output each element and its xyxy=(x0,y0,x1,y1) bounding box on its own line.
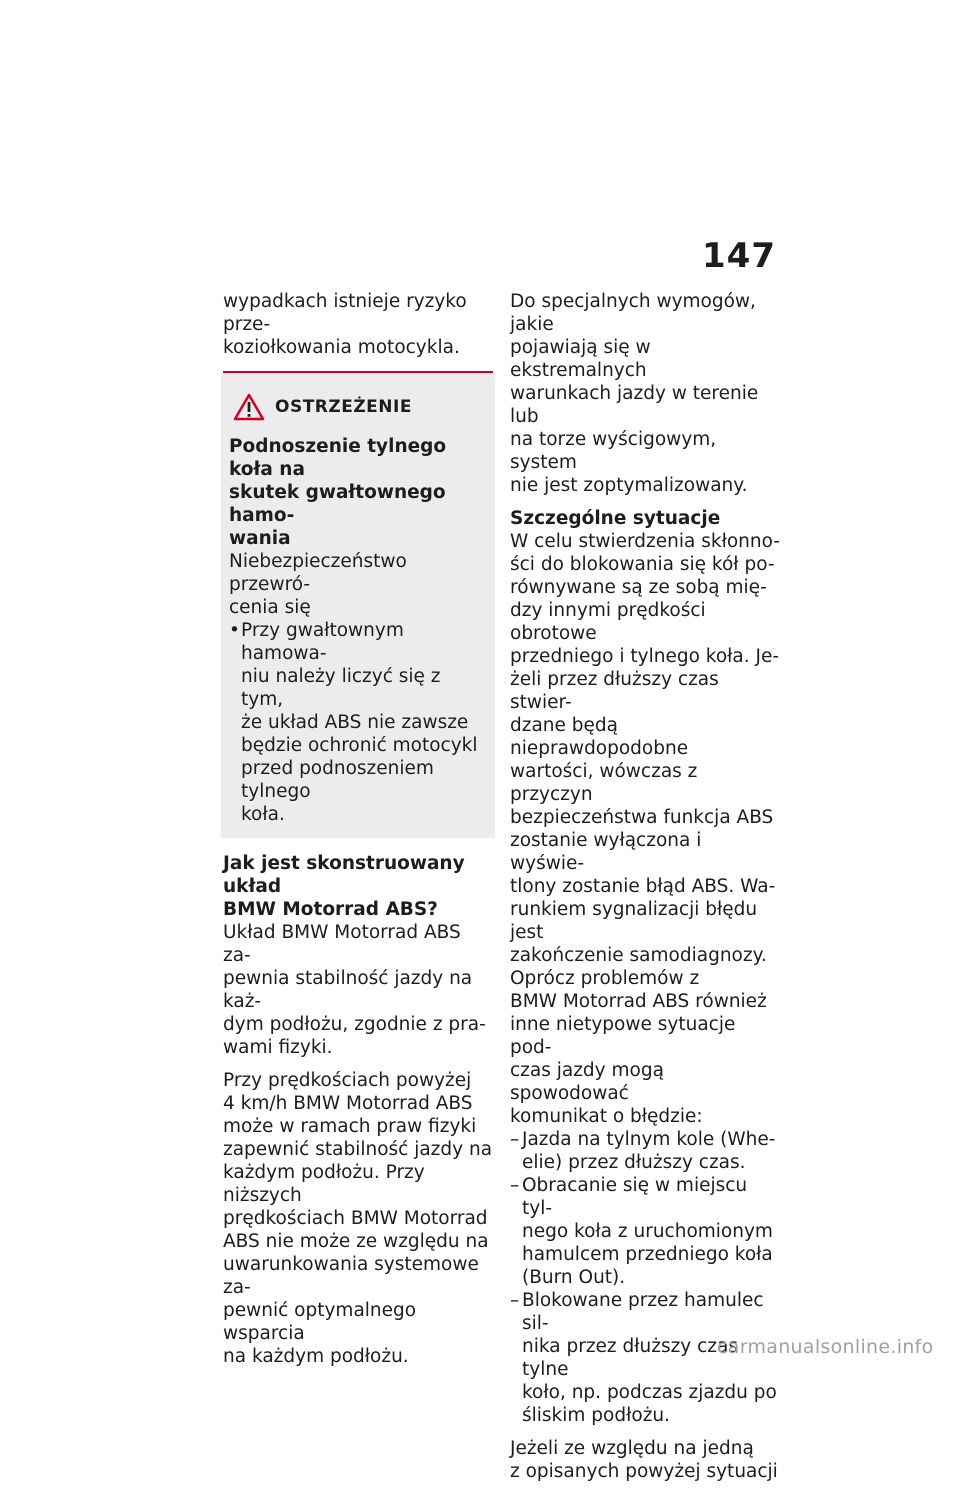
list-item: – Obracanie się w miejscu tyl- nego koła z uruchomionym hamulcem przedniego koła (Burn Out). xyxy=(510,1175,773,1288)
bullet-mark: • xyxy=(229,620,240,641)
dash-mark: – xyxy=(510,1175,520,1196)
warning-title: OSTRZEŻENIE xyxy=(275,396,412,417)
section-heading: Szczególne sytuacje xyxy=(510,508,721,529)
list-item: – Blokowane przez hamulec sil- nika przez dłuższy czas tylne koło, np. podczas zjazdu po śliskim podłożu. xyxy=(510,1290,777,1426)
warning-header xyxy=(229,393,487,421)
paragraph: W celu stwierdzenia skłonno- ści do blokowania się kół po- równywane są ze sobą mię- dzy innymi prędkości obrotowe przedniego i tylnego koła. Je- żeli przez dłuższy czas stwier- dzane będą nieprawdopodobne wartości, wówczas z przyczyn bezpieczeństwa funkcja ABS zostanie wyłączona i wyświe- tlony zostanie błąd ABS. Wa- runkiem sygnalizacji błędu jest zakończenie samodiagnozy. xyxy=(510,531,780,966)
warning-bullet: • Przy gwałtownym hamowa- niu należy liczyć się z tym, że układ ABS nie zawsze będzie ochronić motocykl przed podnoszeniem tylnego koła. xyxy=(229,620,478,825)
paragraph: Oprócz problemów z BMW Motorrad ABS również inne nietypowe sytuacje pod- czas jazdy mogą spowodować komunikat o błędzie: xyxy=(510,968,767,1127)
intro-text: wypadkach istnieje ryzyko prze- koziołkowania motocykla. xyxy=(223,291,467,358)
page-number: 147 xyxy=(702,236,776,276)
left-column xyxy=(223,290,493,1378)
warning-heading: Podnoszenie tylnego koła na skutek gwałtownego hamo- wania xyxy=(229,436,447,549)
paragraph: Przy prędkościach powyżej 4 km/h BMW Motorrad ABS może w ramach praw fizyki zapewnić stabilność jazdy na każdym podłożu. Przy niższych prędkościach BMW Motorrad ABS nie może ze względu na uwarunkowania systemowe za- pewnić optymalnego wsparcia na każdym podłożu. xyxy=(223,1070,493,1367)
right-column xyxy=(510,290,780,1493)
warning-text: Niebezpieczeństwo przewró- cenia się xyxy=(229,551,407,618)
paragraph: Układ BMW Motorrad ABS za- pewnia stabilność jazdy na każ- dym podłożu, zgodnie z pra- wami fizyki. xyxy=(223,922,486,1058)
dash-mark: – xyxy=(510,1129,520,1150)
paragraph: Jeżeli ze względu na jedną z opisanych powyżej sytuacji xyxy=(510,1438,778,1482)
watermark[interactable]: carmanualsonline.info xyxy=(717,1336,934,1358)
paragraph: Do specjalnych wymogów, jakie pojawiają się w ekstremalnych warunkach jazdy w terenie lub na torze wyścigowym, system nie jest zoptymalizowany. xyxy=(510,291,759,496)
dash-mark: – xyxy=(510,1290,520,1311)
warning-box xyxy=(221,373,495,838)
warning-triangle-icon xyxy=(233,393,265,421)
dash-list xyxy=(510,1128,780,1427)
list-item: – Jazda na tylnym kole (Whe- elie) przez dłuższy czas. xyxy=(510,1129,776,1173)
section-heading: Jak jest skonstruowany układ BMW Motorrad ABS? xyxy=(223,853,465,920)
